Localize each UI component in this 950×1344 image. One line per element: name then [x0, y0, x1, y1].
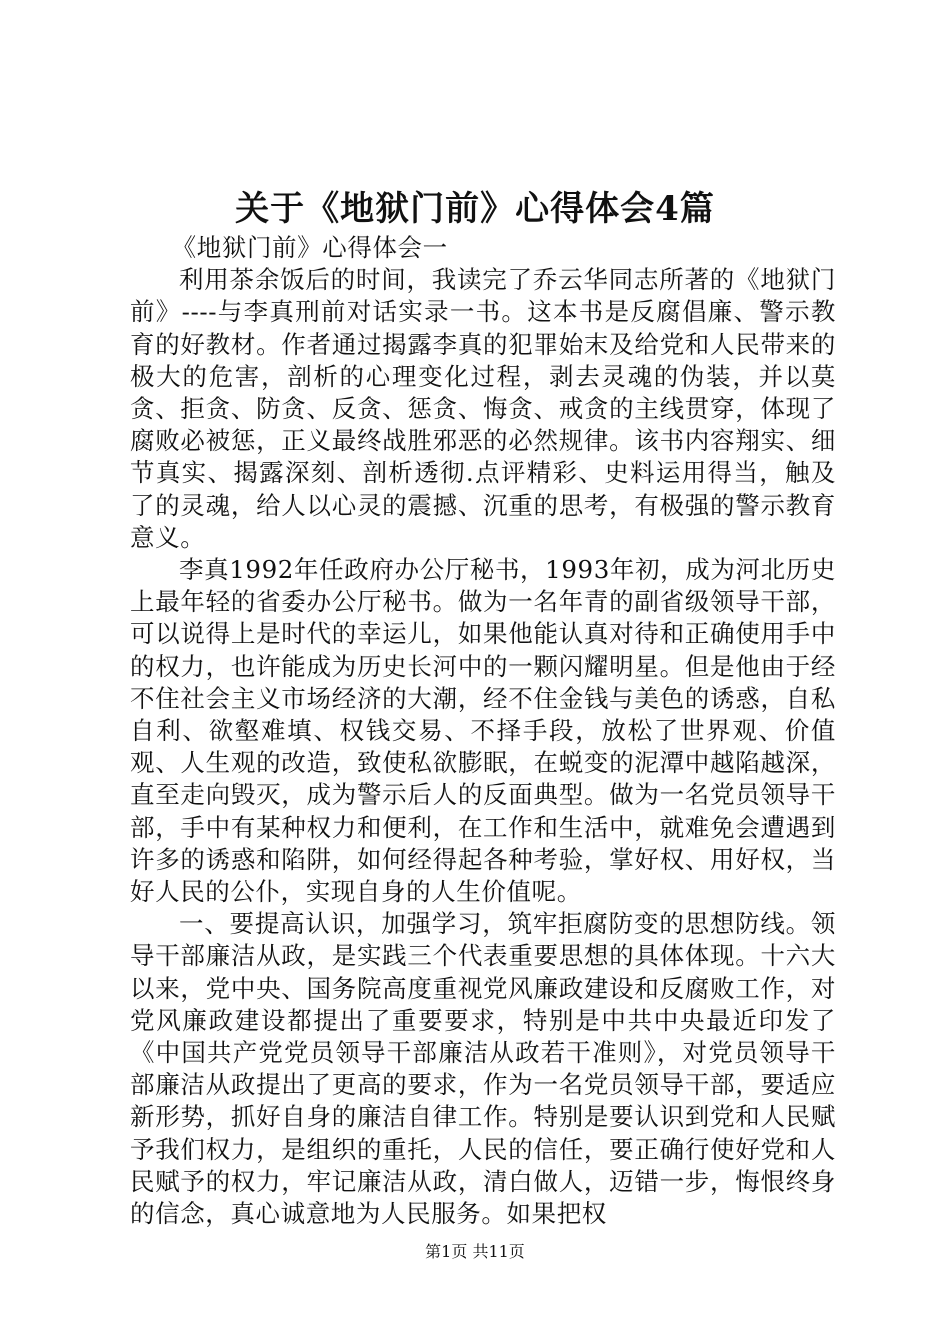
- paragraph-3: 一、要提高认识，加强学习，筑牢拒腐防变的思想防线。领导干部廉洁从政，是实践三个代表重要思想的具体体现。十六大以来，党中央、国务院高度重视党风廉政建设和反腐败工作，对党风廉政建设都提出了重要要求，特别是中共中央最近印发了《中国共产党党员领导干部廉洁从政若干准则》，对党员领导干部廉洁从政提出了更高的要求，作为一名党员领导干部，要适应新形势，抓好自身的廉洁自律工作。特别是要认识到党和人民赋予我们权力，是组织的重托，人民的信任，要正确行使好党和人民赋予的权力，牢记廉洁从政，清白做人，迈错一步，悔恨终身的信念，真心诚意地为人民服务。如果把权: [130, 909, 836, 1229]
- document-title: 关于《地狱门前》心得体会4篇: [235, 189, 715, 229]
- paragraph-2: 李真1992年任政府办公厅秘书，1993年初，成为河北历史上最年轻的省委办公厅秘书。做为一名年青的副省级领导干部，可以说得上是时代的幸运儿，如果他能认真对待和正确使用手中的权力，也许能成为历史长河中的一颗闪耀明星。但是他由于经不住社会主义市场经济的大潮，经不住金钱与美色的诱惑，自私自利、欲壑难填、权钱交易、不择手段，放松了世界观、价值观、人生观的改造，致使私欲膨眠，在蜕变的泥潭中越陷越深，直至走向毁灭，成为警示后人的反面典型。做为一名党员领导干部，手中有某种权力和便利，在工作和生活中，就难免会遭遇到许多的诱惑和陷阱，如何经得起各种考验，掌好权、用好权，当好人民的公仆，实现自身的人生价值呢。: [130, 555, 836, 907]
- document-body: [130, 232, 836, 1230]
- page-footer: 第1页 共11页: [425, 1242, 525, 1261]
- paragraph-1: 利用茶余饭后的时间，我读完了乔云华同志所著的《地狱门前》----与李真刑前对话实录一书。这本书是反腐倡廉、警示教育的好教材。作者通过揭露李真的犯罪始末及给党和人民带来的极大的危害，剖析的心理变化过程，剥去灵魂的伪装，并以莫贪、拒贪、防贪、反贪、惩贪、悔贪、戒贪的主线贯穿，体现了腐败必被惩，正义最终战胜邪恶的必然规律。该书内容翔实、细节真实、揭露深刻、剖析透彻.点评精彩、史料运用得当，触及了的灵魂，给人以心灵的震撼、沉重的思考，有极强的警示教育意义。: [130, 265, 836, 552]
- section-subheading: 《地狱门前》心得体会一: [171, 233, 448, 262]
